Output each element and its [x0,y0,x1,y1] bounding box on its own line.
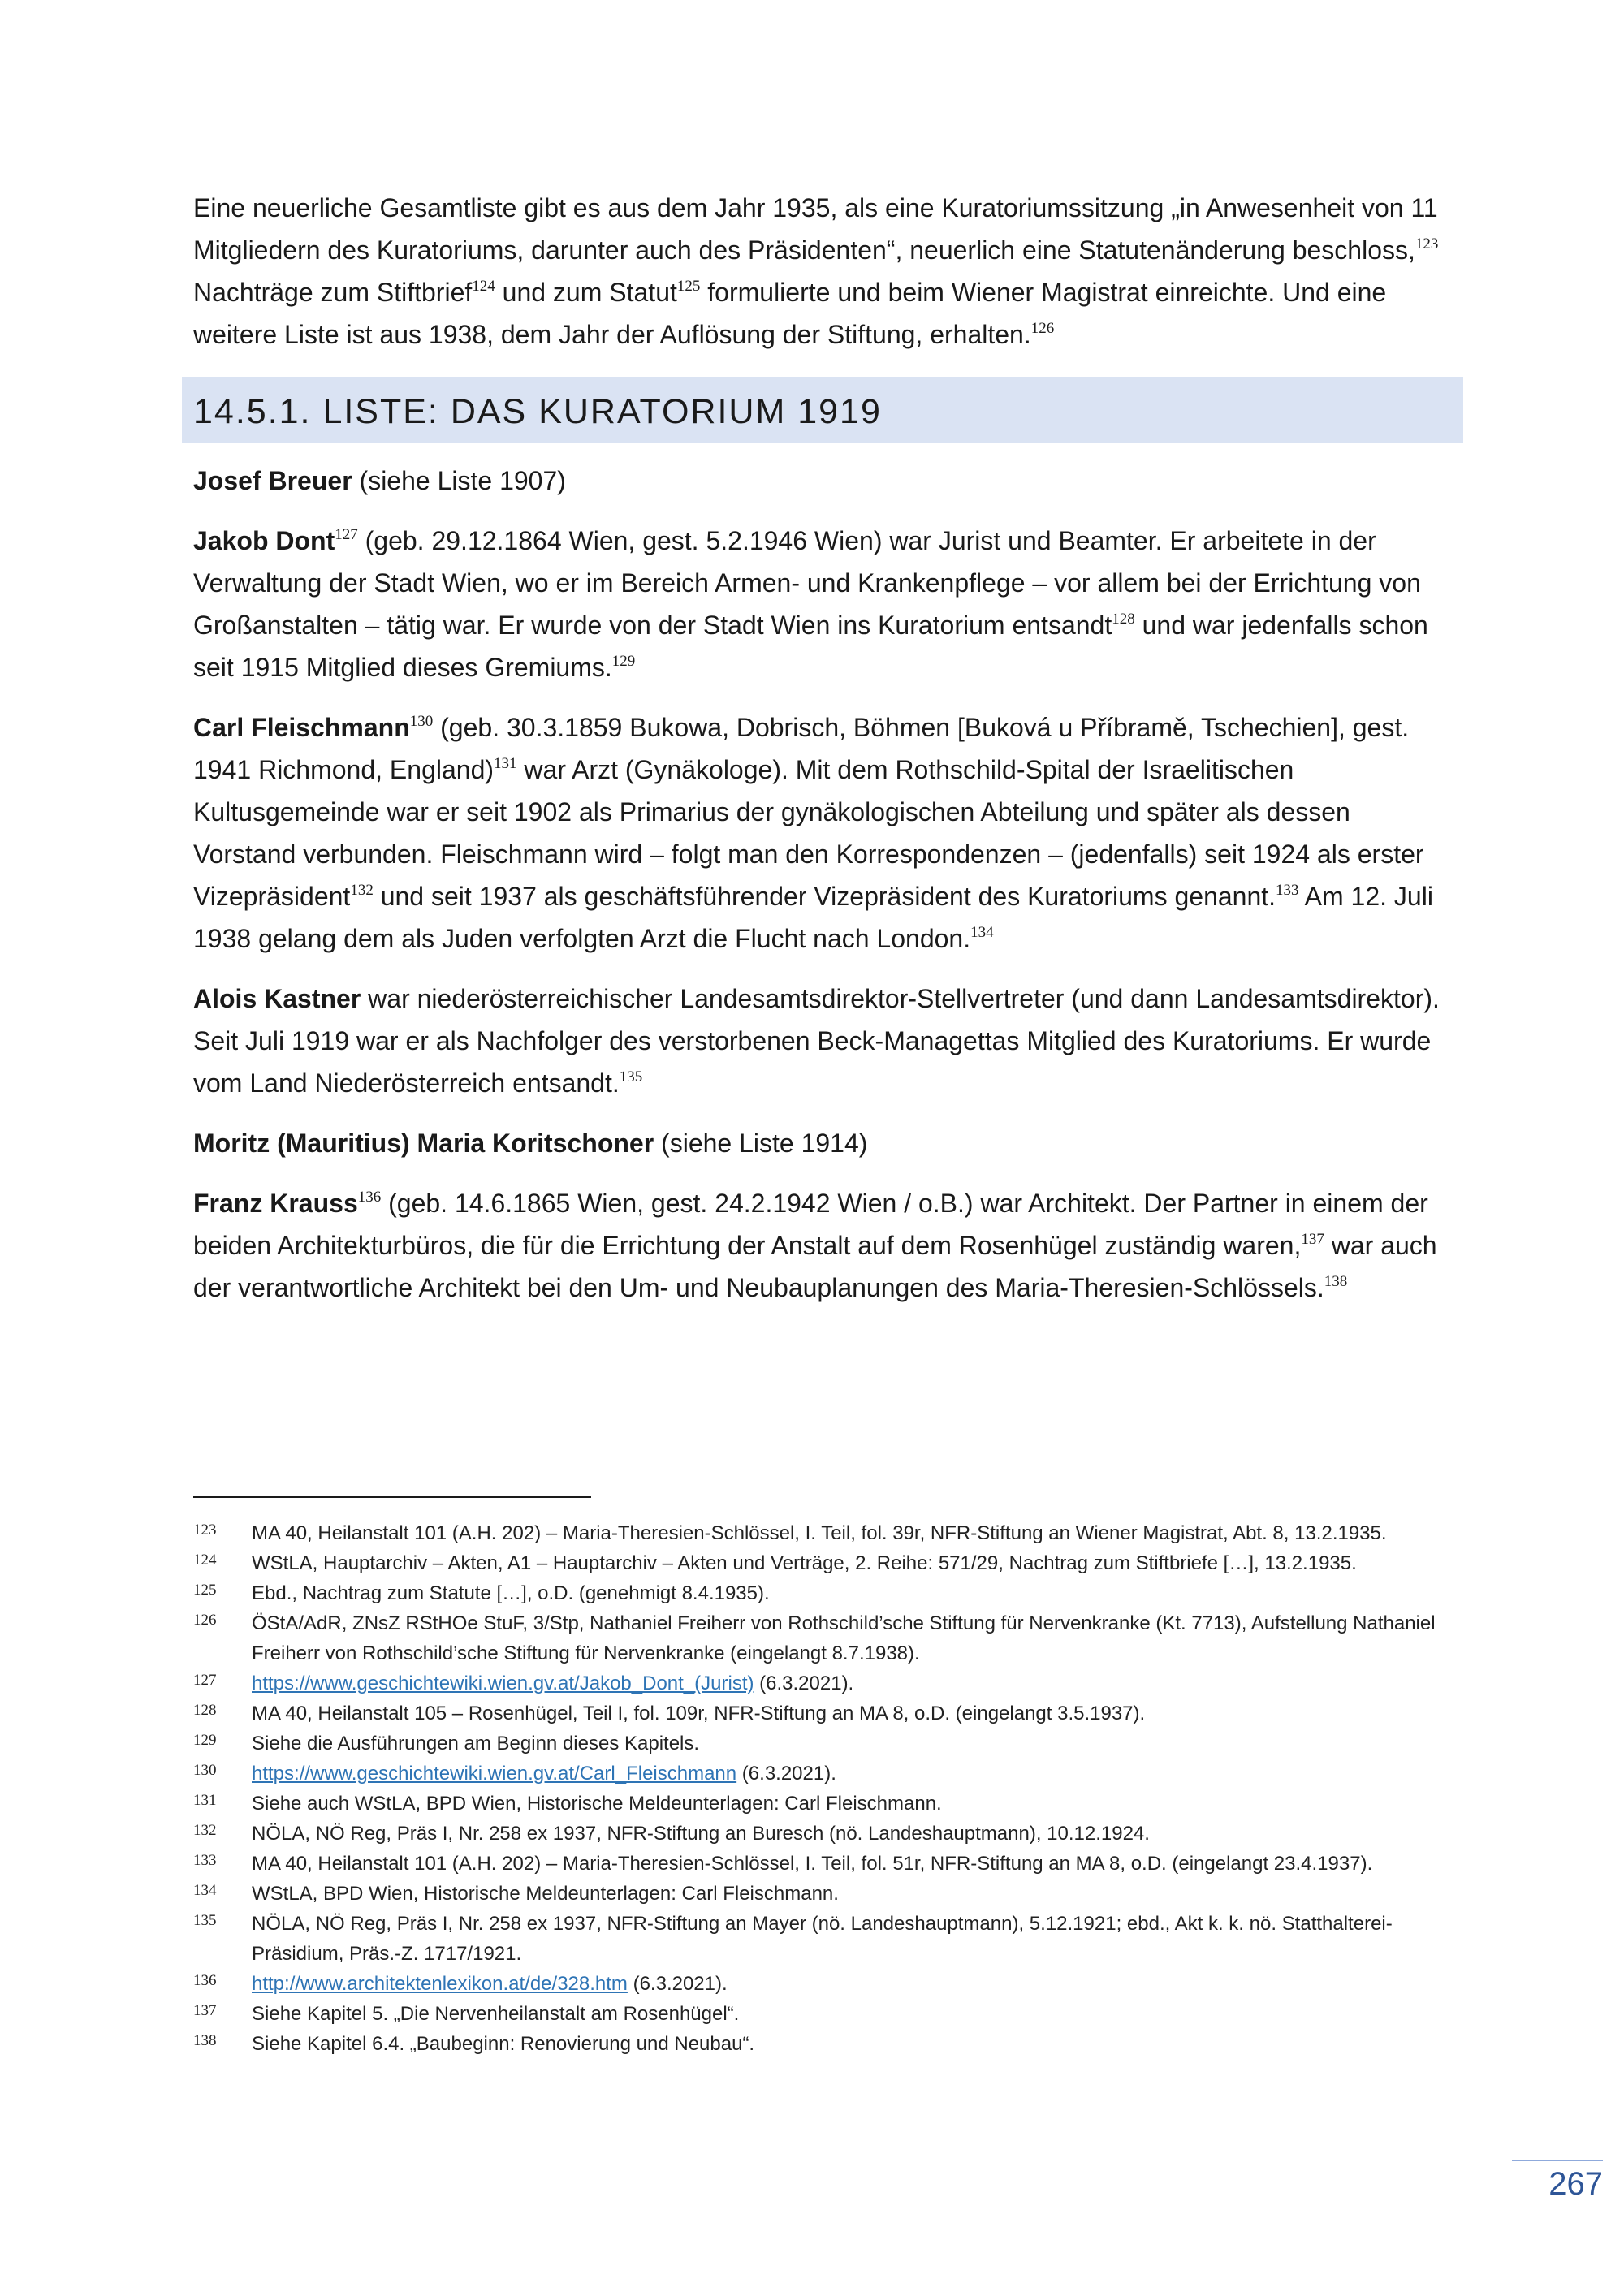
footnote [193,1668,1453,1698]
footnote-ref[interactable]: 135 [619,1068,643,1085]
footnote-date: (6.3.2021). [736,1763,836,1785]
entry-koritschoner [193,1122,1453,1164]
footnote-number: 135 [193,1912,217,1929]
footnote [193,1819,1453,1849]
footnote-text [252,1969,1453,1999]
footnote-text: MA 40, Heilanstalt 101 (A.H. 202) – Maria-Theresien-Schlössel, I. Teil, fol. 39r, NFR-Stiftung an Wiener Magistrat, Abt. 8, 13.2.1935. [252,1522,1387,1544]
footnote-text [252,1759,1453,1789]
footnotes [193,1518,1453,2059]
entry-text: (geb. 29.12.1864 Wien, gest. 5.2.1946 Wien) war Jurist und Beamter. Er arbeitete in der Verwaltung der Stadt Wien, wo er im Bereich Armen- und Krankenpflege – vor allem bei der Errichtung von Großanstalten – tätig war. Er wurde von der Stadt Wien ins Kuratorium entsandt [193,526,1421,640]
footnote-date: (6.3.2021). [754,1672,854,1694]
footnote-text: Siehe Kapitel 6.4. „Baubeginn: Renovierung und Neubau“. [252,2033,755,2055]
footnote-ref[interactable]: 137 [1301,1231,1324,1248]
footnote-separator [193,1496,591,1498]
footnote-number: 128 [193,1702,217,1719]
section-heading-bar [182,377,1463,443]
entry-kastner [193,978,1453,1104]
footnote-number: 138 [193,2032,217,2049]
footnote-number: 131 [193,1792,217,1809]
footnote [193,1849,1453,1879]
footnote-text: NÖLA, NÖ Reg, Präs I, Nr. 258 ex 1937, NFR-Stiftung an Mayer (nö. Landeshauptmann), 5.12.1921; ebd., Akt k. k. nö. Statthalterei-Präsidium, Präs.-Z. 1717/1921. [252,1913,1393,1965]
footnote-text [252,1668,1453,1698]
entry-text: und seit 1937 als geschäftsführender Vizepräsident des Kuratoriums genannt. [373,882,1276,911]
footnote-text: Siehe Kapitel 5. „Die Nervenheilanstalt am Rosenhügel“. [252,2003,740,2025]
person-name: Franz Krauss [193,1189,358,1218]
entry-fleischmann [193,706,1453,960]
footnote-number: 136 [193,1972,217,1989]
footnote-number: 123 [193,1521,217,1539]
footnote-number: 125 [193,1582,217,1599]
footnote [193,1518,1453,1548]
footnote-text: ÖStA/AdR, ZNsZ RStHOe StuF, 3/Stp, Nathaniel Freiherr von Rothschild’sche Stiftung für Nervenkranke (Kt. 7713), Aufstellung Nathaniel Freiherr von Rothschild’sche Stiftung für Nervenkranke (eingelangt 8.7.1938). [252,1612,1436,1664]
intro-text: und zum Statut [495,278,677,307]
footnote [193,2029,1453,2059]
footnote-number: 134 [193,1882,217,1899]
footnote-ref[interactable]: 129 [611,653,636,670]
footnote-link[interactable]: https://www.geschichtewiki.wien.gv.at/Jakob_Dont_(Jurist) [252,1672,754,1694]
footnote-number: 137 [193,2002,217,2019]
entry-krauss [193,1182,1453,1309]
footnote-link[interactable]: http://www.architektenlexikon.at/de/328.htm [252,1973,628,1995]
footnote-number: 132 [193,1822,217,1839]
footnote-ref[interactable]: 124 [472,278,495,295]
footnote-ref[interactable]: 130 [409,713,434,730]
intro-text: Eine neuerliche Gesamtliste gibt es aus dem Jahr 1935, als eine Kuratoriumssitzung „in Anwesenheit von 11 Mitgliedern des Kuratoriums, darunter auch des Präsidenten“, neuerlich eine Statutenänderung beschloss, [193,193,1438,265]
section-heading: 14.5.1. LISTE: DAS KURATORIUM 1919 [193,392,882,431]
entry-dont [193,520,1453,688]
footnote-number: 127 [193,1672,217,1689]
footnote-date: (6.3.2021). [627,1973,728,1995]
footnote-ref[interactable]: 132 [350,882,374,899]
footnote [193,1969,1453,1999]
intro-paragraph [193,187,1453,356]
footnote-ref[interactable]: 126 [1030,320,1055,337]
footnote-ref[interactable]: 125 [676,278,701,295]
footnote-text: NÖLA, NÖ Reg, Präs I, Nr. 258 ex 1937, NFR-Stiftung an Buresch (nö. Landeshauptmann), 10.12.1924. [252,1823,1150,1845]
footnote [193,1909,1453,1969]
intro-text: formulierte und beim Wiener Magistrat einreichte. Und eine weitere Liste ist aus 1938, dem Jahr der Auflösung der Stiftung, erhalten. [193,278,1387,349]
footnote-text: Ebd., Nachtrag zum Statute […], o.D. (genehmigt 8.4.1935). [252,1582,770,1604]
footnote-number: 133 [193,1852,217,1869]
footnote-number: 124 [193,1552,217,1569]
footnote-link[interactable]: https://www.geschichtewiki.wien.gv.at/Carl_Fleischmann [252,1763,737,1785]
footnote-ref[interactable]: 131 [494,755,517,772]
footnote-text: MA 40, Heilanstalt 101 (A.H. 202) – Maria-Theresien-Schlössel, I. Teil, fol. 51r, NFR-Stiftung an MA 8, o.D. (eingelangt 23.4.1937). [252,1853,1373,1875]
footnote [193,1608,1453,1668]
footnote-text: WStLA, BPD Wien, Historische Meldeunterlagen: Carl Fleischmann. [252,1883,839,1905]
footnote-ref[interactable]: 134 [970,924,994,941]
person-name: Moritz (Mauritius) Maria Koritschoner [193,1129,654,1158]
footnote [193,1999,1453,2029]
entry-text: und war jedenfalls schon seit 1915 Mitglied dieses Gremiums. [193,611,1428,682]
footnote [193,1759,1453,1789]
footnote-text: Siehe die Ausführungen am Beginn dieses Kapitels. [252,1733,700,1754]
footnote [193,1578,1453,1608]
footnote [193,1789,1453,1819]
footnote-text: WStLA, Hauptarchiv – Akten, A1 – Hauptarchiv – Akten und Verträge, 2. Reihe: 571/29, Nachtrag zum Stiftbriefe […], 13.2.1935. [252,1552,1357,1574]
person-name: Jakob Dont [193,526,335,555]
footnote-ref[interactable]: 133 [1276,882,1299,899]
page-number-rule [1512,2160,1603,2161]
entry-text: war auch der verantwortliche Architekt bei den Um- und Neubauplanungen des Maria-Theresien-Schlössels. [193,1231,1437,1302]
footnote [193,1548,1453,1578]
entry-text: war niederösterreichischer Landesamtsdirektor-Stellvertreter (und dann Landesamtsdirektor). Seit Juli 1919 war er als Nachfolger des verstorbenen Beck-Managettas Mitglied des Kuratoriums. Er wurde vom Land Niederösterreich entsandt. [193,984,1440,1098]
footnote-ref[interactable]: 123 [1415,235,1439,252]
entry-text: Am 12. Juli 1938 gelang dem als Juden verfolgten Arzt die Flucht nach London. [193,882,1433,953]
page-body [193,187,1453,1327]
footnote [193,1698,1453,1728]
entry-text: (geb. 14.6.1865 Wien, gest. 24.2.1942 Wien / o.B.) war Architekt. Der Partner in einem der beiden Architekturbüros, die für die Errichtung der Anstalt auf dem Rosenhügel zuständig waren, [193,1189,1428,1260]
footnote [193,1879,1453,1909]
footnote [193,1728,1453,1759]
entry-text: (siehe Liste 1914) [654,1129,868,1158]
footnote-text: Siehe auch WStLA, BPD Wien, Historische Meldeunterlagen: Carl Fleischmann. [252,1793,942,1815]
footnote-ref[interactable]: 136 [357,1189,382,1206]
footnote-ref[interactable]: 128 [1112,611,1135,628]
entry-text: (geb. 30.3.1859 Bukowa, Dobrisch, Böhmen [Buková u Příbramě, Tschechien], gest. 1941 Richmond, England) [193,713,1410,784]
footnote-number: 129 [193,1732,217,1749]
entry-text: war Arzt (Gynäkologe). Mit dem Rothschild-Spital der Israelitischen Kultusgemeinde war er seit 1902 als Primarius der gynäkologischen Abteilung und später als dessen Vorstand verbunden. Fleischmann wird – folgt man den Korrespondenzen – (jedenfalls) seit 1924 als erster Vizepräsident [193,755,1424,911]
entry-breuer [193,460,1453,502]
page-number: 267 [1548,2166,1603,2202]
footnote-text: MA 40, Heilanstalt 105 – Rosenhügel, Teil I, fol. 109r, NFR-Stiftung an MA 8, o.D. (eingelangt 3.5.1937). [252,1703,1146,1724]
person-name: Josef Breuer [193,466,352,495]
person-name: Carl Fleischmann [193,713,410,742]
footnote-ref[interactable]: 127 [335,526,358,543]
intro-text: Nachträge zum Stiftbrief [193,278,473,307]
footnote-number: 126 [193,1612,217,1629]
footnote-number: 130 [193,1762,217,1779]
footnote-ref[interactable]: 138 [1324,1273,1348,1290]
person-name: Alois Kastner [193,984,361,1013]
entry-text: (siehe Liste 1907) [352,466,566,495]
